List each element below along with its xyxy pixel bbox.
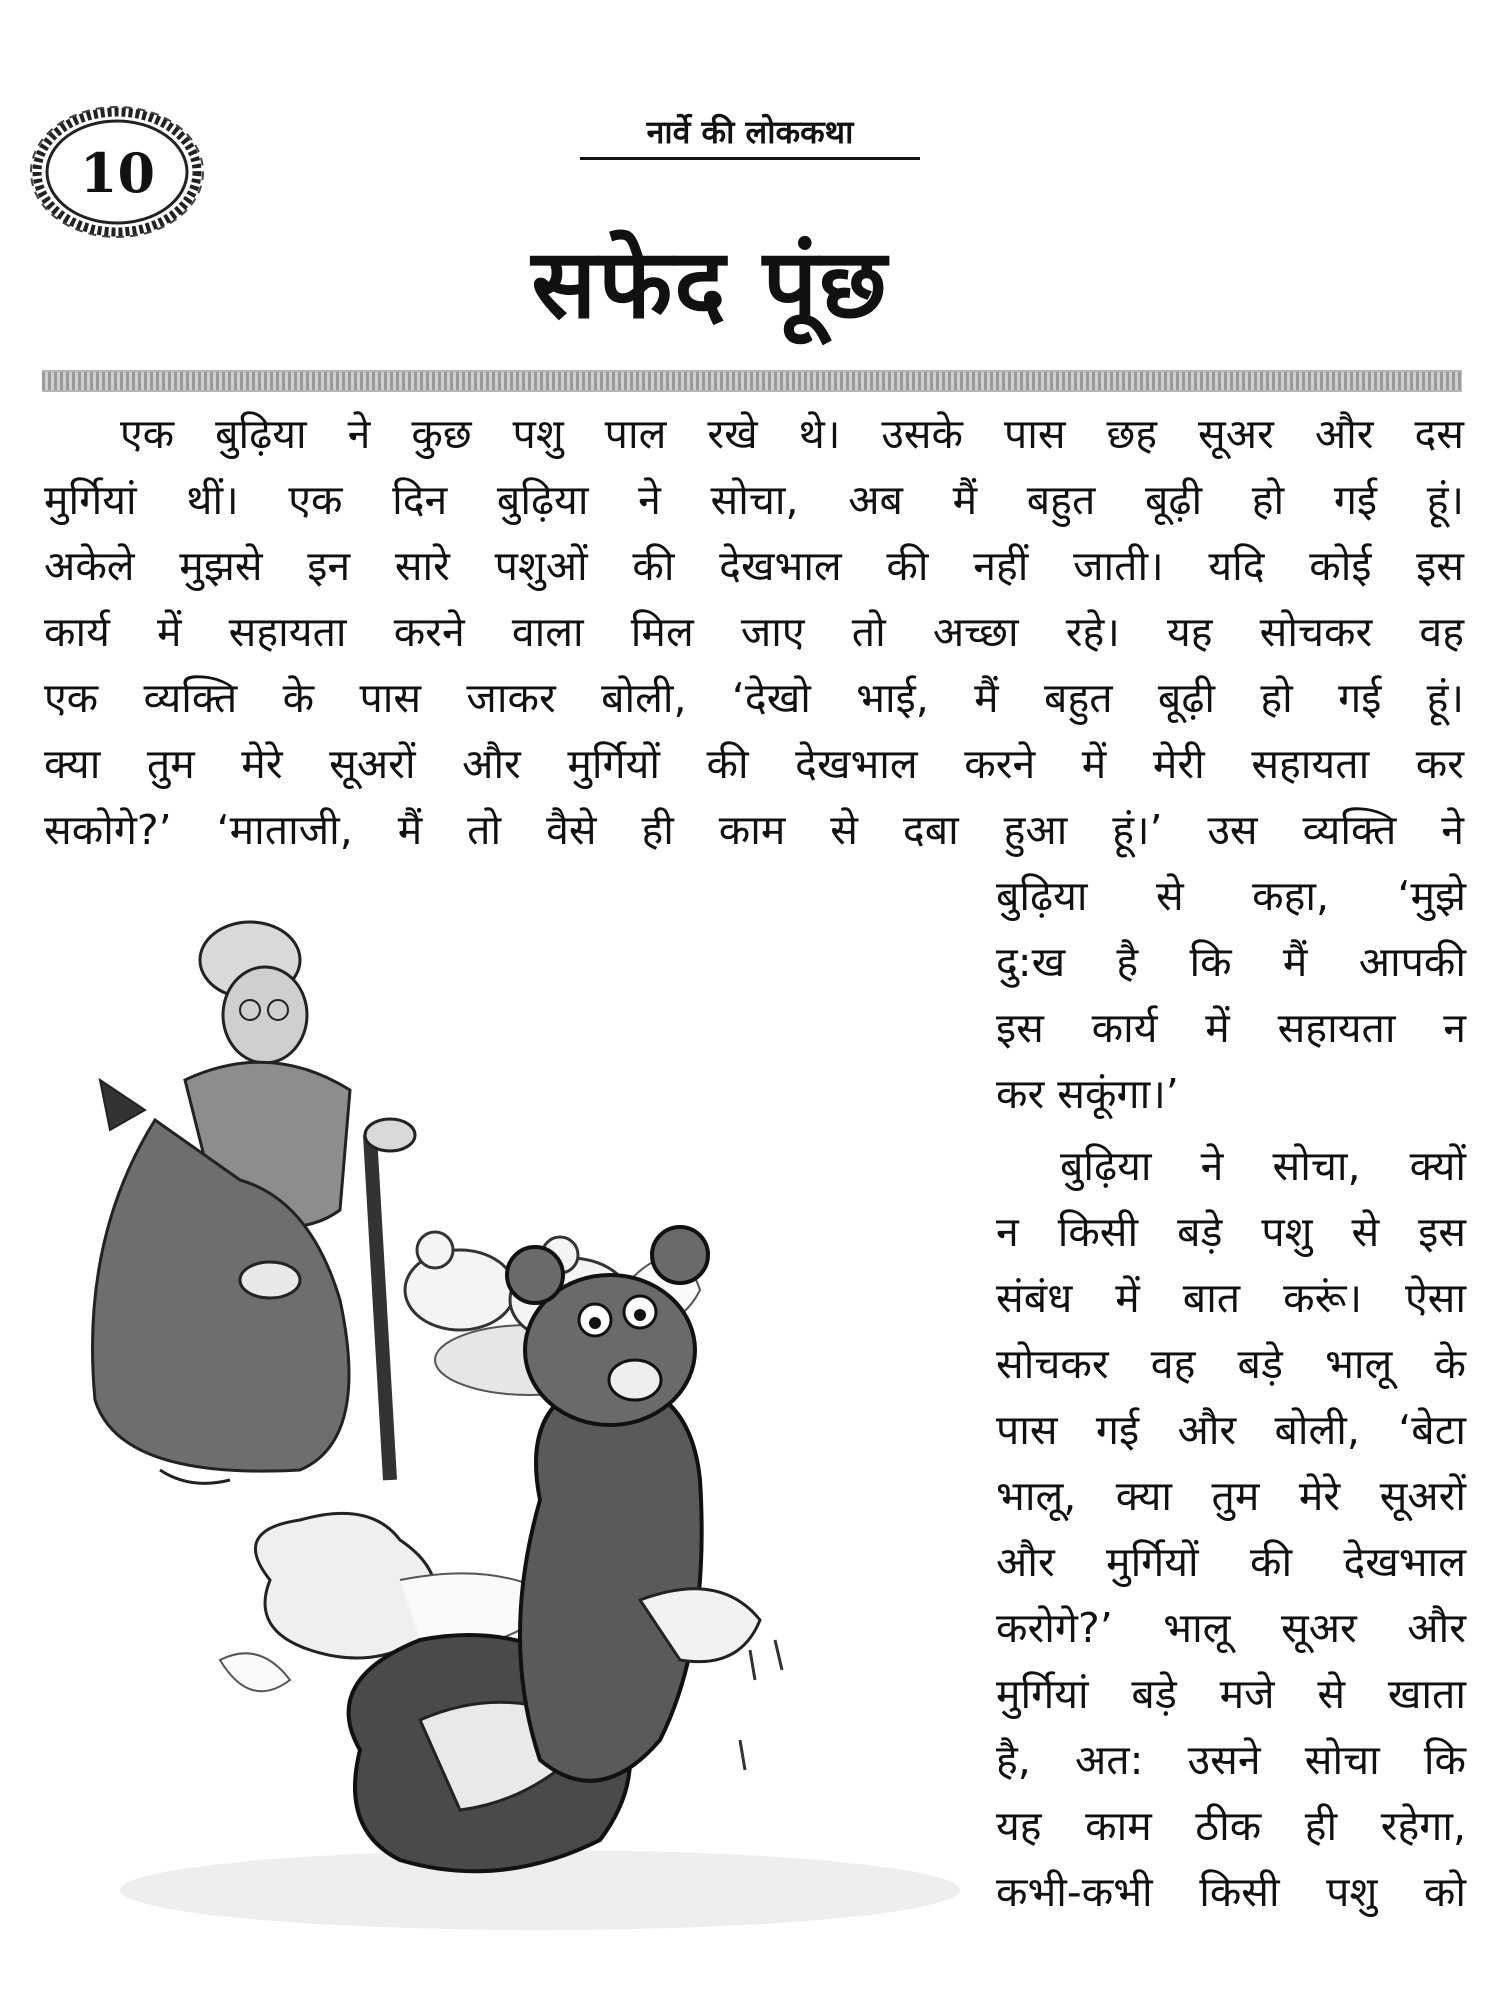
old-woman-and-bear-illustration	[40, 880, 970, 1980]
title-divider	[42, 370, 1462, 392]
column-text-line: बुढ़िया ने सोचा, क्यों	[1060, 1142, 1466, 1190]
column-text-line: मुर्गियां बड़े मजे से खाता	[996, 1670, 1466, 1718]
column-text-line: इस कार्य में सहायता न	[996, 1004, 1466, 1052]
column-text-line: करोगे?’ भालू सूअर और	[996, 1604, 1466, 1652]
text-line: सकोगे?’ ‘माताजी, मैं तो वैसे ही काम से दबा हुआ हूं।’ उस व्यक्ति ने	[44, 806, 1464, 854]
column-text-line: कभी-कभी किसी पशु को	[996, 1868, 1466, 1916]
text-line: एक बुढ़िया ने कुछ पशु पाल रखे थे। उसके पास छह सूअर और दस	[120, 410, 1464, 458]
column-text-line: और मुर्गियों की देखभाल	[996, 1538, 1466, 1586]
series-label: नार्वे की लोककथा	[580, 110, 920, 160]
column-text-line: दु:ख है कि मैं आपकी	[996, 938, 1466, 986]
chapter-badge	[30, 105, 205, 240]
chapter-number: 10	[79, 140, 156, 205]
column-text-line: पास गई और बोली, ‘बेटा	[996, 1406, 1466, 1454]
text-line: एक व्यक्ति के पास जाकर बोली, ‘देखो भाई, मैं बहुत बूढ़ी हो गई हूं।	[44, 674, 1464, 722]
column-text-line: न किसी बड़े पशु से इस	[996, 1208, 1466, 1256]
column-text-line: भालू, क्या तुम मेरे सूअरों	[996, 1472, 1466, 1520]
text-line: मुर्गियां थीं। एक दिन बुढ़िया ने सोचा, अब मैं बहुत बूढ़ी हो गई हूं।	[44, 476, 1464, 524]
text-line: अकेले मुझसे इन सारे पशुओं की देखभाल की नहीं जाती। यदि कोई इस	[44, 542, 1464, 590]
old-woman-figure	[93, 922, 416, 1483]
text-line: कार्य में सहायता करने वाला मिल जाए तो अच्छा रहे। यह सोचकर वह	[44, 608, 1464, 656]
column-text-line: सोचकर वह बड़े भालू के	[996, 1340, 1466, 1388]
column-text-line: यह काम ठीक ही रहेगा,	[996, 1802, 1466, 1850]
text-line: क्या तुम मेरे सूअरों और मुर्गियों की देखभाल करने में मेरी सहायता कर	[44, 740, 1464, 788]
column-text-line: है, अत: उसने सोचा कि	[996, 1736, 1466, 1784]
page-title: सफेद पूंछ	[531, 228, 889, 340]
story-illustration	[40, 880, 970, 1980]
column-text-line: संबंध में बात करूं। ऐसा	[996, 1274, 1466, 1322]
column-text-line: बुढ़िया से कहा, ‘मुझे	[996, 872, 1466, 920]
column-text-line: कर सकूंगा।’	[996, 1070, 1179, 1118]
